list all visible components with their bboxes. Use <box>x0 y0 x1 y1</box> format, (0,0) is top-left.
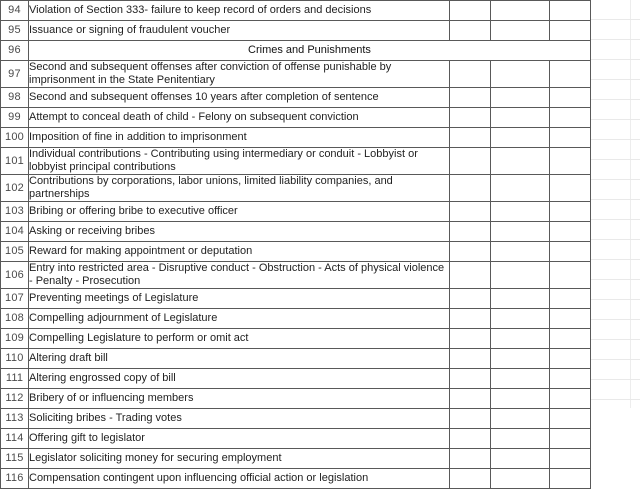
empty-data-cell-3[interactable] <box>550 21 591 41</box>
empty-data-cell-1[interactable] <box>450 202 491 222</box>
empty-data-cell-3[interactable] <box>550 61 591 88</box>
table-row[interactable] <box>1 409 591 429</box>
empty-data-cell-1[interactable] <box>450 222 491 242</box>
empty-data-cell-3[interactable] <box>550 148 591 175</box>
empty-data-cell-3[interactable] <box>550 175 591 202</box>
empty-data-cell-3[interactable] <box>550 429 591 449</box>
empty-data-cell-1[interactable] <box>450 108 491 128</box>
empty-data-cell-2[interactable] <box>491 242 550 262</box>
empty-data-cell-1[interactable] <box>450 175 491 202</box>
empty-data-cell-1[interactable] <box>450 61 491 88</box>
table-row[interactable] <box>1 128 591 148</box>
statute-description-cell[interactable]: Altering draft bill <box>29 349 450 369</box>
row-number-cell[interactable]: 99 <box>1 108 29 128</box>
statute-description-cell[interactable]: Bribing or offering bribe to executive officer <box>29 202 450 222</box>
statute-description-cell[interactable]: Offering gift to legislator <box>29 429 450 449</box>
empty-data-cell-3[interactable] <box>550 262 591 289</box>
row-number-cell[interactable]: 95 <box>1 21 29 41</box>
table-row[interactable] <box>1 41 591 61</box>
table-row[interactable] <box>1 222 591 242</box>
table-row[interactable] <box>1 202 591 222</box>
row-number-cell[interactable]: 116 <box>1 469 29 489</box>
empty-data-cell-3[interactable] <box>550 409 591 429</box>
table-row[interactable] <box>1 175 591 202</box>
empty-data-cell-1[interactable] <box>450 469 491 489</box>
empty-data-cell-3[interactable] <box>550 349 591 369</box>
row-number-cell[interactable]: 110 <box>1 349 29 369</box>
statute-description-cell[interactable]: Reward for making appointment or deputation <box>29 242 450 262</box>
statute-description-cell[interactable]: Altering engrossed copy of bill <box>29 369 450 389</box>
table-row[interactable] <box>1 429 591 449</box>
row-number-cell[interactable]: 101 <box>1 148 29 175</box>
empty-data-cell-1[interactable] <box>450 262 491 289</box>
empty-data-cell-2[interactable] <box>491 202 550 222</box>
row-number-cell[interactable]: 102 <box>1 175 29 202</box>
table-row[interactable] <box>1 21 591 41</box>
table-row[interactable] <box>1 88 591 108</box>
row-number-cell[interactable]: 104 <box>1 222 29 242</box>
empty-data-cell-3[interactable] <box>550 369 591 389</box>
statute-description-cell[interactable]: Second and subsequent offenses 10 years after completion of sentence <box>29 88 450 108</box>
empty-data-cell-2[interactable] <box>491 429 550 449</box>
statute-description-cell[interactable]: Compensation contingent upon influencing official action or legislation <box>29 469 450 489</box>
table-row[interactable] <box>1 389 591 409</box>
statute-description-cell[interactable]: Violation of Section 333- failure to keep record of orders and decisions <box>29 1 450 21</box>
empty-data-cell-2[interactable] <box>491 409 550 429</box>
empty-data-cell-3[interactable] <box>550 88 591 108</box>
empty-data-cell-1[interactable] <box>450 242 491 262</box>
table-row[interactable] <box>1 242 591 262</box>
statute-description-cell[interactable]: Soliciting bribes - Trading votes <box>29 409 450 429</box>
table-row[interactable] <box>1 329 591 349</box>
statute-description-cell[interactable]: Attempt to conceal death of child - Felony on subsequent conviction <box>29 108 450 128</box>
empty-data-cell-3[interactable] <box>550 128 591 148</box>
empty-data-cell-3[interactable] <box>550 309 591 329</box>
empty-data-cell-2[interactable] <box>491 148 550 175</box>
row-number-cell[interactable]: 98 <box>1 88 29 108</box>
empty-data-cell-2[interactable] <box>491 108 550 128</box>
empty-data-cell-1[interactable] <box>450 449 491 469</box>
row-number-cell[interactable]: 105 <box>1 242 29 262</box>
table-row[interactable] <box>1 449 591 469</box>
row-number-cell[interactable]: 103 <box>1 202 29 222</box>
empty-data-cell-3[interactable] <box>550 108 591 128</box>
statute-description-cell[interactable]: Asking or receiving bribes <box>29 222 450 242</box>
empty-data-cell-2[interactable] <box>491 309 550 329</box>
empty-data-cell-2[interactable] <box>491 128 550 148</box>
statute-description-cell[interactable]: Entry into restricted area - Disruptive conduct - Obstruction - Acts of physical violence - Penalty - Prosecution <box>29 262 450 289</box>
empty-data-cell-1[interactable] <box>450 429 491 449</box>
empty-data-cell-1[interactable] <box>450 409 491 429</box>
statute-description-cell[interactable]: Preventing meetings of Legislature <box>29 289 450 309</box>
empty-data-cell-1[interactable] <box>450 88 491 108</box>
statute-description-cell[interactable]: Compelling adjournment of Legislature <box>29 309 450 329</box>
empty-data-cell-2[interactable] <box>491 21 550 41</box>
empty-data-cell-2[interactable] <box>491 469 550 489</box>
row-number-cell[interactable]: 109 <box>1 329 29 349</box>
row-number-cell[interactable]: 96 <box>1 41 29 61</box>
empty-data-cell-3[interactable] <box>550 289 591 309</box>
empty-data-cell-2[interactable] <box>491 88 550 108</box>
empty-data-cell-1[interactable] <box>450 369 491 389</box>
row-number-cell[interactable]: 97 <box>1 61 29 88</box>
row-number-cell[interactable]: 111 <box>1 369 29 389</box>
row-number-cell[interactable]: 106 <box>1 262 29 289</box>
row-number-cell[interactable]: 112 <box>1 389 29 409</box>
empty-data-cell-2[interactable] <box>491 1 550 21</box>
empty-data-cell-2[interactable] <box>491 369 550 389</box>
table-row[interactable] <box>1 309 591 329</box>
row-number-cell[interactable]: 113 <box>1 409 29 429</box>
table-row[interactable] <box>1 262 591 289</box>
statute-description-cell[interactable]: Second and subsequent offenses after conviction of offense punishable by imprisonment in the State Penitentiary <box>29 61 450 88</box>
table-row[interactable] <box>1 148 591 175</box>
empty-data-cell-3[interactable] <box>550 1 591 21</box>
statute-description-cell[interactable]: Imposition of fine in addition to imprisonment <box>29 128 450 148</box>
empty-data-cell-1[interactable] <box>450 349 491 369</box>
empty-data-cell-1[interactable] <box>450 389 491 409</box>
row-number-cell[interactable]: 115 <box>1 449 29 469</box>
table-row[interactable] <box>1 289 591 309</box>
table-row[interactable] <box>1 349 591 369</box>
empty-data-cell-1[interactable] <box>450 148 491 175</box>
statute-description-cell[interactable]: Contributions by corporations, labor unions, limited liability companies, and partnerships <box>29 175 450 202</box>
table-row[interactable] <box>1 469 591 489</box>
statute-description-cell[interactable]: Compelling Legislature to perform or omit act <box>29 329 450 349</box>
empty-data-cell-3[interactable] <box>550 202 591 222</box>
empty-data-cell-2[interactable] <box>491 289 550 309</box>
row-number-cell[interactable]: 114 <box>1 429 29 449</box>
table-row[interactable] <box>1 369 591 389</box>
empty-data-cell-1[interactable] <box>450 289 491 309</box>
row-number-cell[interactable]: 100 <box>1 128 29 148</box>
row-number-cell[interactable]: 107 <box>1 289 29 309</box>
empty-data-cell-3[interactable] <box>550 469 591 489</box>
empty-data-cell-3[interactable] <box>550 329 591 349</box>
table-row[interactable] <box>1 1 591 21</box>
empty-data-cell-2[interactable] <box>491 222 550 242</box>
table-row[interactable] <box>1 61 591 88</box>
empty-data-cell-2[interactable] <box>491 61 550 88</box>
empty-data-cell-2[interactable] <box>491 389 550 409</box>
statute-description-cell[interactable]: Legislator soliciting money for securing employment <box>29 449 450 469</box>
row-number-cell[interactable]: 108 <box>1 309 29 329</box>
table-body <box>1 1 591 489</box>
empty-data-cell-2[interactable] <box>491 349 550 369</box>
empty-data-cell-3[interactable] <box>550 242 591 262</box>
empty-data-cell-1[interactable] <box>450 329 491 349</box>
statute-description-cell[interactable]: Issuance or signing of fraudulent voucher <box>29 21 450 41</box>
empty-data-cell-2[interactable] <box>491 329 550 349</box>
section-banner-cell[interactable]: Crimes and Punishments <box>29 41 591 61</box>
empty-data-cell-2[interactable] <box>491 175 550 202</box>
empty-data-cell-1[interactable] <box>450 309 491 329</box>
empty-data-cell-1[interactable] <box>450 21 491 41</box>
empty-data-cell-2[interactable] <box>491 449 550 469</box>
empty-data-cell-1[interactable] <box>450 128 491 148</box>
empty-data-cell-2[interactable] <box>491 262 550 289</box>
statute-description-cell[interactable]: Individual contributions - Contributing using intermediary or conduit - Lobbyist or lobbyist principal contributions <box>29 148 450 175</box>
empty-data-cell-3[interactable] <box>550 449 591 469</box>
table-row[interactable] <box>1 108 591 128</box>
empty-data-cell-3[interactable] <box>550 389 591 409</box>
empty-data-cell-1[interactable] <box>450 1 491 21</box>
empty-data-cell-3[interactable] <box>550 222 591 242</box>
background-grid <box>590 0 640 408</box>
statute-description-cell[interactable]: Bribery of or influencing members <box>29 389 450 409</box>
row-number-cell[interactable]: 94 <box>1 1 29 21</box>
